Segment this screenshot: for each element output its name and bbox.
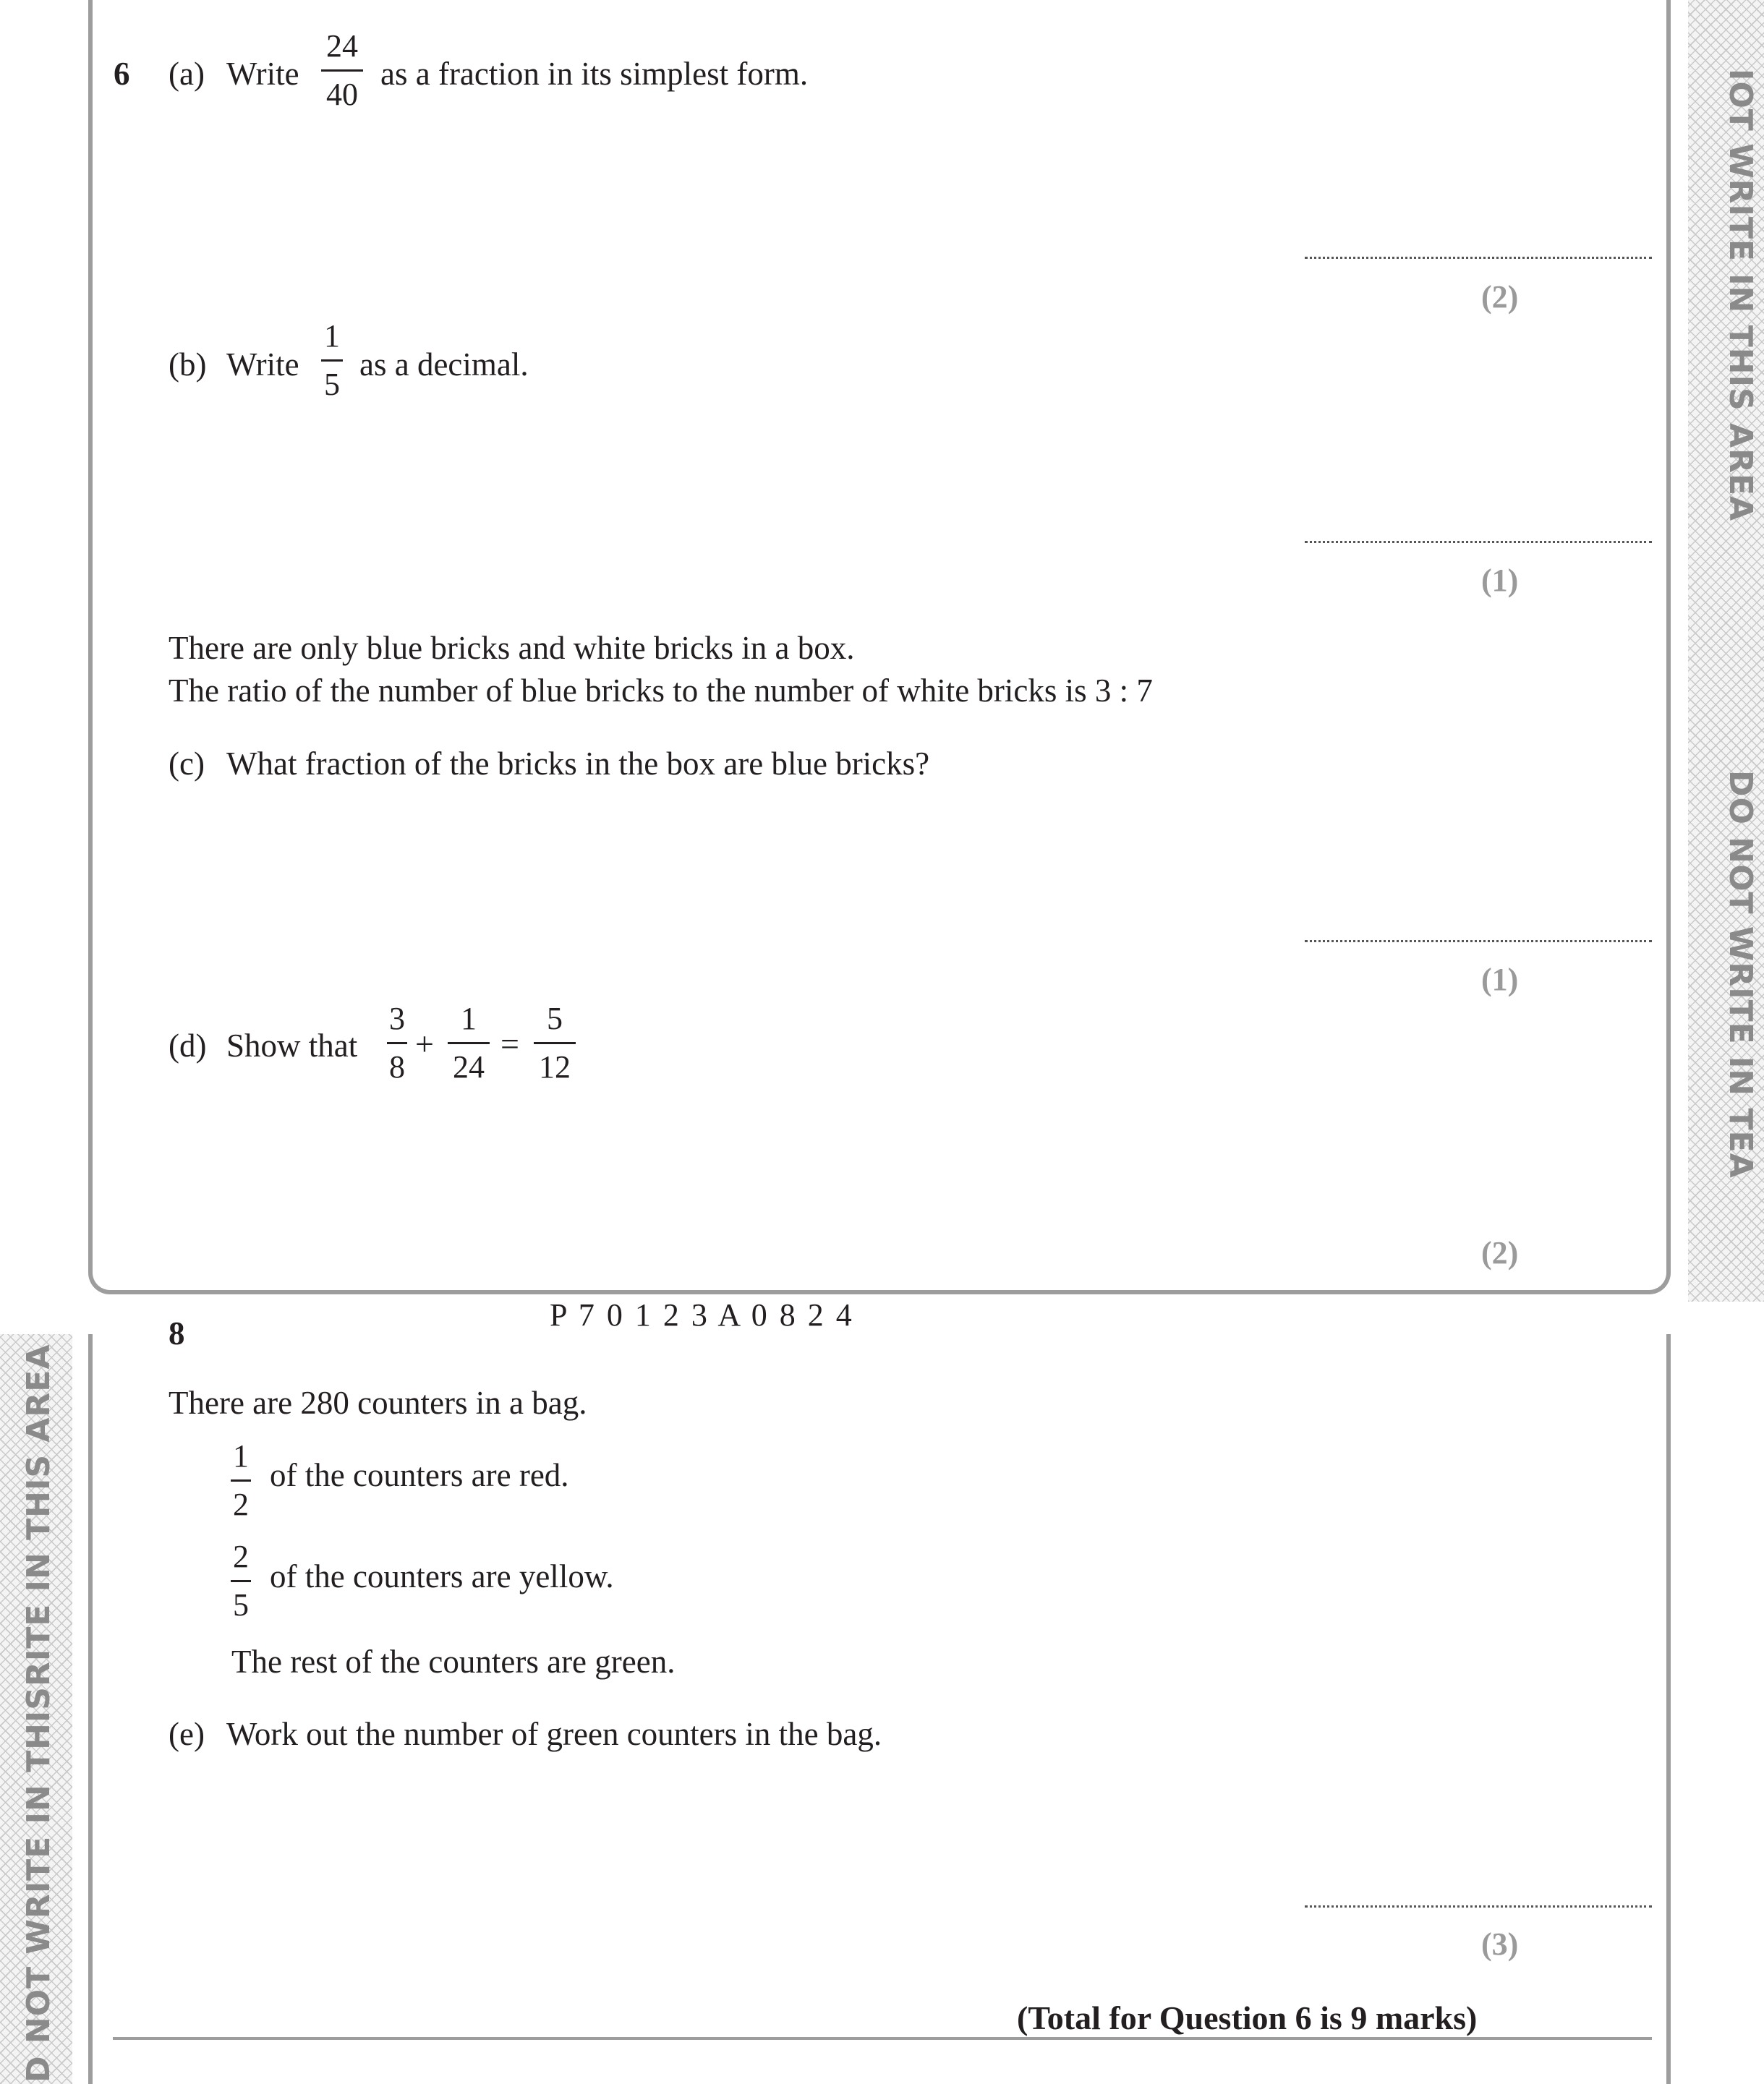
context-line-1: There are only blue bricks and white bricks in a box. [169, 630, 855, 666]
fraction-numerator: 24 [326, 28, 358, 64]
fraction-denominator: 40 [326, 77, 358, 112]
plus-sign: + [415, 1025, 434, 1062]
part-e-label: (e) [169, 1716, 205, 1752]
red-text: of the counters are red. [270, 1457, 569, 1493]
marks-c: (1) [1481, 962, 1519, 997]
question-number: 6 [114, 56, 130, 92]
part-a-text-before: Write [226, 56, 299, 92]
part-b-text-before: Write [226, 346, 299, 383]
fraction-numerator: 1 [461, 1001, 477, 1036]
part-c-text: What fraction of the bricks in the box are blue bricks? [226, 746, 930, 782]
fraction-denominator: 5 [233, 1587, 249, 1623]
part-d-fraction-2 [448, 1003, 490, 1083]
fraction-numerator: 3 [389, 1001, 405, 1036]
part-a-text-after: as a fraction in its simplest form. [380, 56, 809, 92]
question-total: (Total for Question 6 is 9 marks) [1017, 1999, 1478, 2036]
green-text: The rest of the counters are green. [231, 1644, 676, 1680]
part-a-label: (a) [169, 56, 205, 92]
fraction-denominator: 8 [389, 1049, 405, 1085]
part-d-fraction-1 [387, 1003, 407, 1083]
fraction-numerator: 2 [233, 1539, 249, 1574]
fraction-numerator: 1 [324, 318, 340, 354]
left-margin-strip [0, 1334, 72, 2084]
margin-label-right-top: IOT WRITE IN THIS AREA [1722, 69, 1759, 522]
part-b-fraction [321, 320, 343, 401]
equals-sign: = [500, 1025, 519, 1062]
answer-line-a[interactable] [1305, 257, 1652, 259]
marks-d: (2) [1481, 1235, 1519, 1271]
marks-b: (1) [1481, 563, 1519, 598]
yellow-fraction [231, 1541, 251, 1621]
fraction-denominator: 24 [453, 1049, 485, 1085]
fraction-numerator: 1 [233, 1438, 249, 1474]
part-b-text-after: as a decimal. [359, 346, 529, 383]
fraction-denominator: 12 [539, 1049, 571, 1085]
question-frame-right [1666, 1334, 1671, 2084]
marks-e: (3) [1481, 1926, 1519, 1962]
bottom-rule [113, 2037, 1652, 2040]
right-margin-strip [1688, 0, 1764, 1302]
fraction-denominator: 2 [233, 1487, 249, 1522]
part-c-label: (c) [169, 746, 205, 782]
margin-label-left-bottom: D NOT WRITE IN THISRITE IN THIS AREA [20, 1344, 57, 2083]
part-e-text: Work out the number of green counters in the bag. [226, 1716, 882, 1752]
fraction-numerator: 5 [547, 1001, 563, 1036]
answer-line-c[interactable] [1305, 940, 1652, 942]
part-a-fraction [321, 30, 363, 111]
part-d-fraction-3 [534, 1003, 576, 1083]
counters-intro: There are 280 counters in a bag. [169, 1385, 587, 1421]
part-b-label: (b) [169, 346, 207, 383]
answer-line-e[interactable] [1305, 1905, 1652, 1908]
answer-line-b[interactable] [1305, 541, 1652, 543]
marks-a: (2) [1481, 279, 1519, 315]
red-fraction [231, 1440, 251, 1521]
part-d-text: Show that [226, 1028, 358, 1064]
part-d-label: (d) [169, 1028, 207, 1064]
fraction-denominator: 5 [324, 367, 340, 402]
context-line-2: The ratio of the number of blue bricks to the number of white bricks is 3 : 7 [169, 672, 1153, 709]
yellow-text: of the counters are yellow. [270, 1558, 614, 1594]
clipped-header-text: P 7 0 1 2 3 A 0 8 2 4 [550, 1297, 854, 1333]
margin-label-right-bottom: DO NOT WRITE IN TEA [1722, 770, 1759, 1179]
page-number: 8 [169, 1315, 185, 1351]
question-frame-left [88, 1334, 93, 2084]
